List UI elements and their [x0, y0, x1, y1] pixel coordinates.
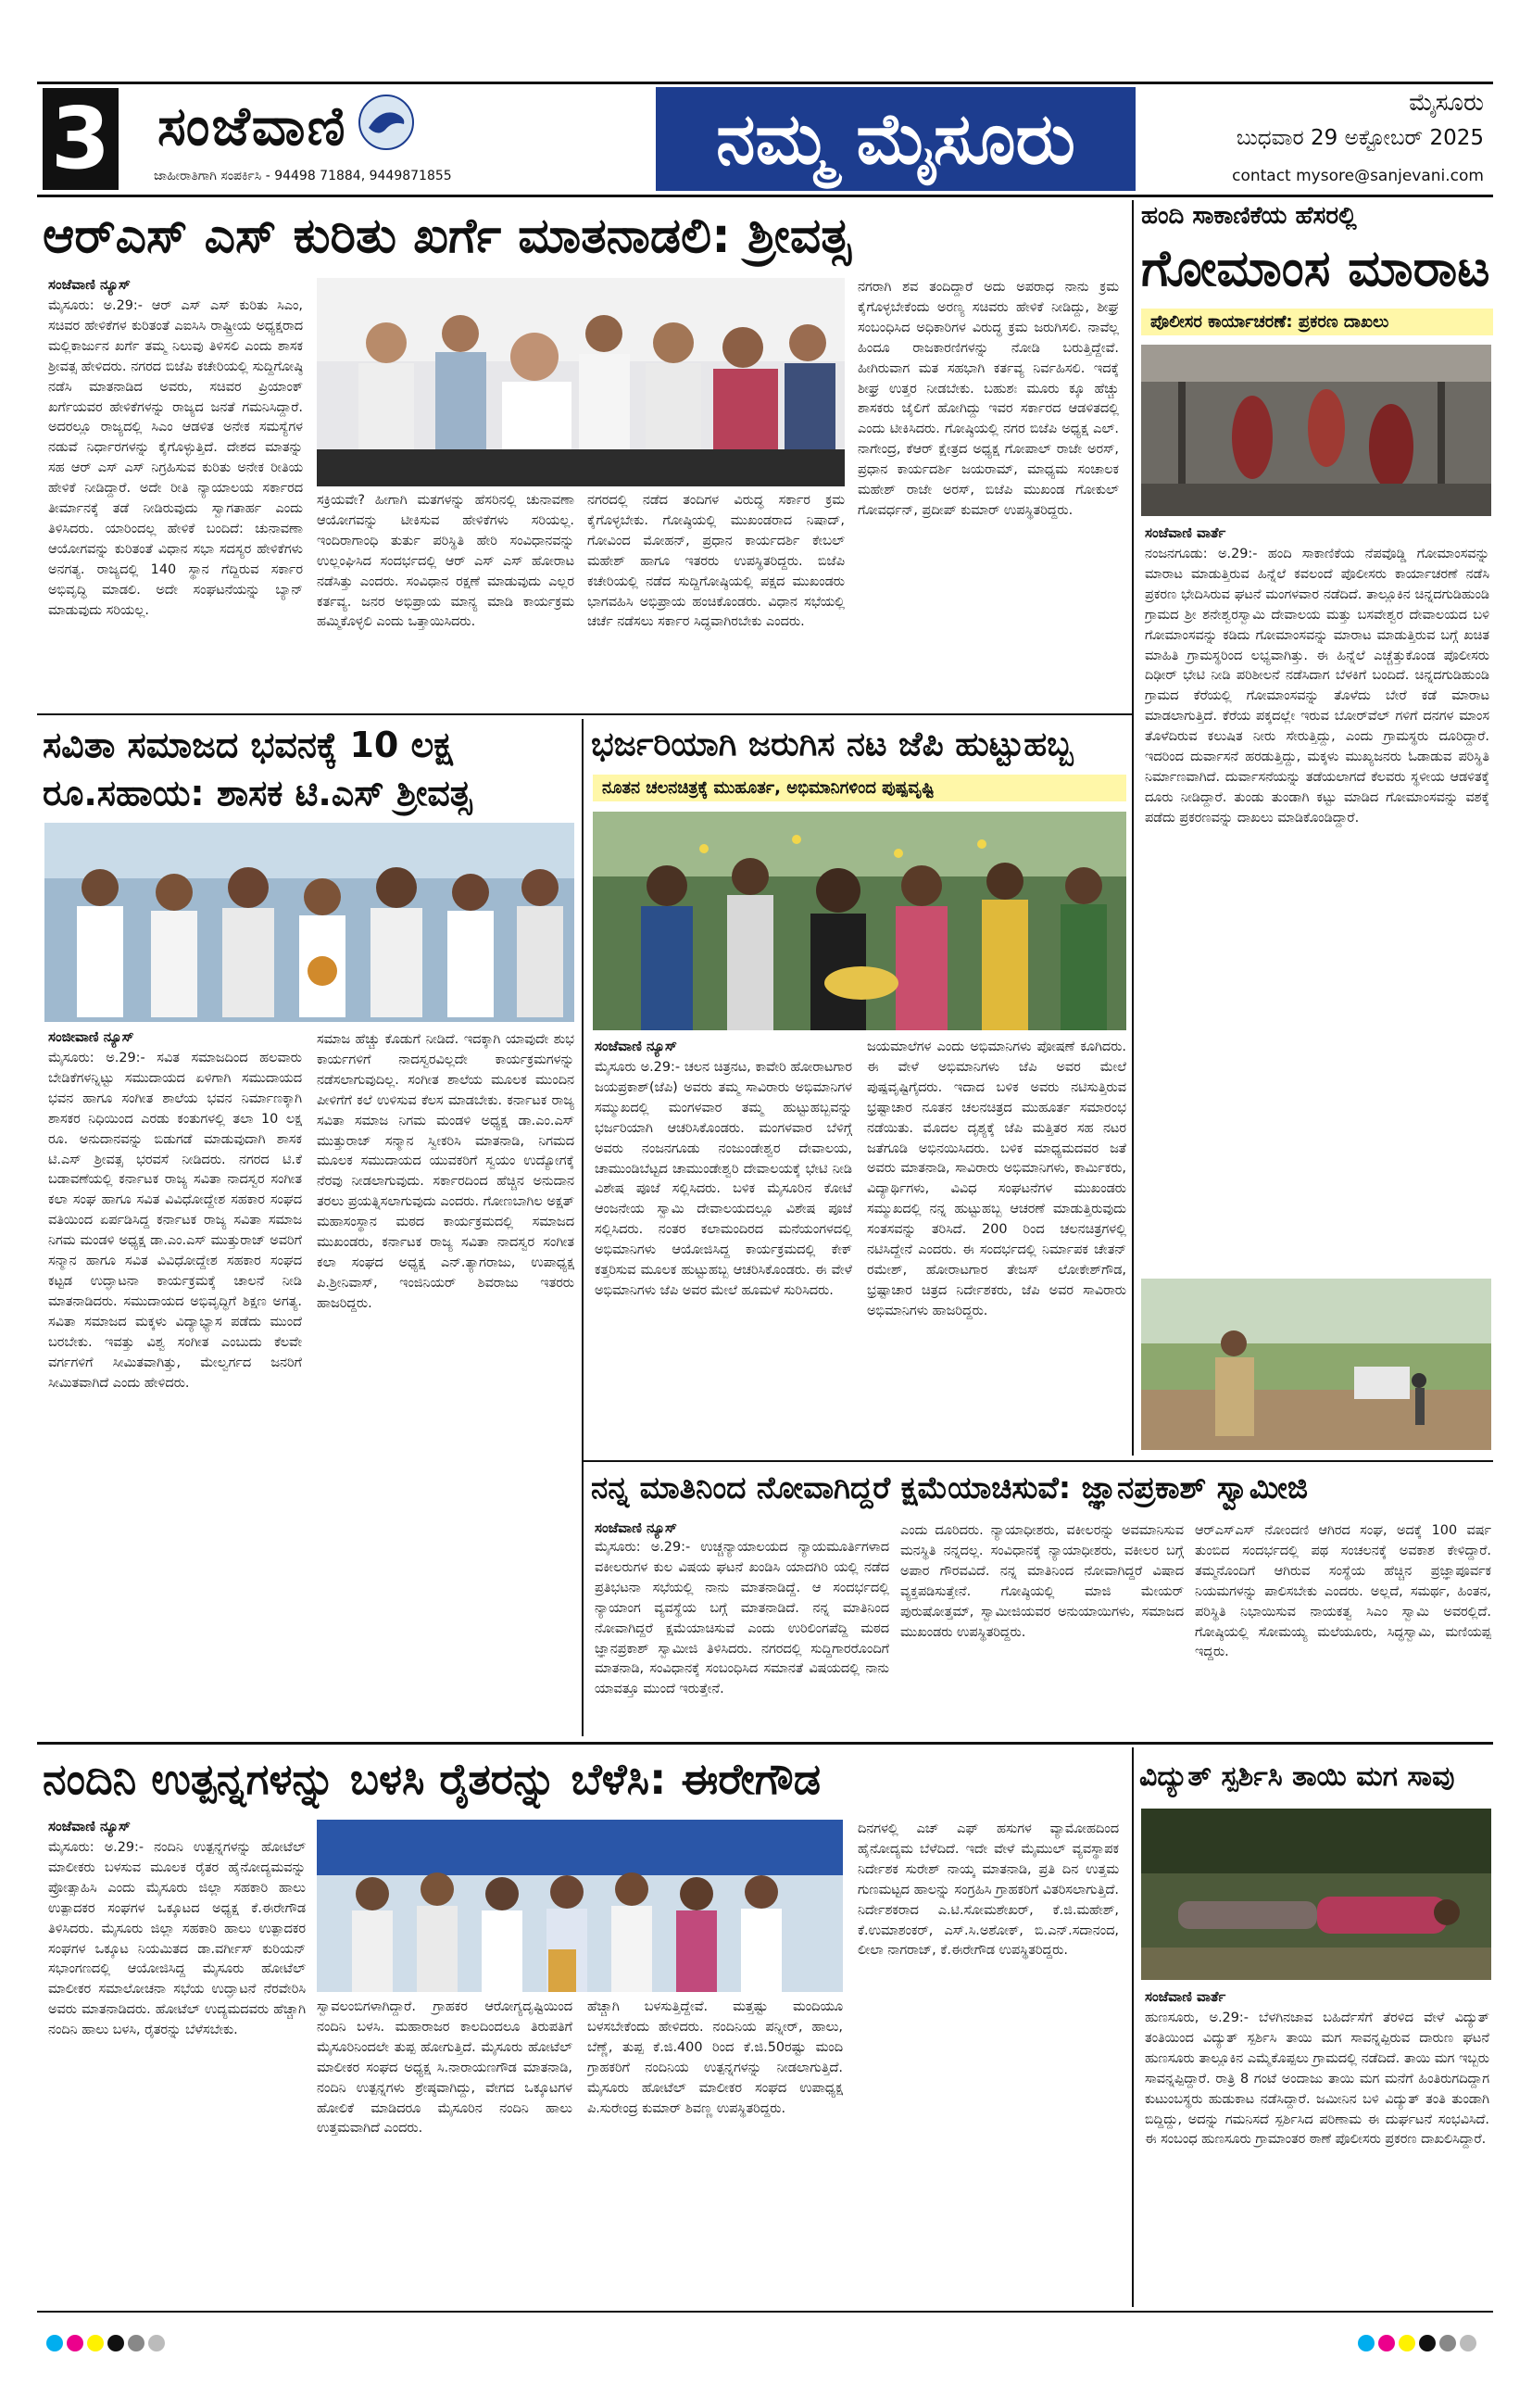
story5-col3: ಆರ್‌ಎಸ್‌ಎಸ್ ನೋಂದಣಿ ಆಗಿರದ ಸಂಘ, ಅದಕ್ಕೆ 100 ವರ್ಷ ತುಂಬಿದ ಸಂದರ್ಭದಲ್ಲಿ ಪಥ ಸಂಚಲನಕ್ಕೆ ಅವಕಾಶ ಕೇಳಿದ್ದಾರೆ. ತಮ್ಮನೊಂದಿಗೆ ಆಗಿರುವ ಸಂಸ್ಥೆಯ ಹೆಚ್ಚಿನ ಪ್ರಜ್ಞಾಪೂರ್ವಕ ನಿಯಮಗಳನ್ನು ಪಾಲಿಸಬೇಕು ಎಂದರು. ಅಲ್ಲದೆ, ಸಮರ್ಥ, ಹಿಂತನ, ಪರಿಸ್ಥಿತಿ ನಿಭಾಯಿಸುವ ನಾಯಕತ್ವ ಸಿಎಂ ಸ್ವಾಮಿ ಅವರಲ್ಲಿದೆ. ಗೋಷ್ಠಿಯಲ್ಲಿ ಸೋಮಯ್ಯ ಮಲೆಯೂರು, ಸಿದ್ಧಸ್ವಾಮಿ, ಮಣಿಯಪ್ಪ ಇದ್ದರು.: [1195, 1523, 1491, 1660]
story2-kicker: ಪೊಲೀಸರ ಕಾರ್ಯಾಚರಣೆ: ಪ್ರಕರಣ ದಾಖಲು: [1141, 309, 1493, 335]
story3-headline-line2: ರೂ.ಸಹಾಯ: ಶಾಸಕ ಟಿ.ಎಸ್ ಶ್ರೀವತ್ಸ: [43, 773, 472, 813]
story2-photo: [1141, 345, 1491, 516]
story4-col1: ಮೈಸೂರು ಅ.29:- ಚಲನ ಚಿತ್ರನಟ, ಕಾವೇರಿ ಹೋರಾಟಗಾರ ಜಯಪ್ರಕಾಶ್(ಜೆಪಿ) ಅವರು ತಮ್ಮ ಸಾವಿರಾರು ಅಭಿಮಾನಿಗಳ ಸಮ್ಮುಖದಲ್ಲಿ ಮಂಗಳವಾರ ತಮ್ಮ ಹುಟ್ಟುಹಬ್ಬವನ್ನು ಭರ್ಜರಿಯಾಗಿ ಆಚರಿಸಿಕೊಂಡರು. ಮಂಗಳವಾರ ಬೆಳಿಗ್ಗೆ ಅವರು ನಂಜನಗೂಡು ನಂಜುಂಡೇಶ್ವರ ದೇವಾಲಯ, ಚಾಮುಂಡಿಬೆಟ್ಟದ ಚಾಮುಂಡೇಶ್ವರಿ ದೇವಾಲಯಕ್ಕೆ ಭೇಟಿ ನೀಡಿ ವಿಶೇಷ ಪೂಜೆ ಸಲ್ಲಿಸಿದರು. ಬಳಿಕ ಮೈಸೂರಿನ ಕೋಟೆ ಆಂಜನೇಯ ಸ್ವಾಮಿ ದೇವಾಲಯದಲ್ಲೂ ವಿಶೇಷ ಪೂಜೆ ಸಲ್ಲಿಸಿದರು. ನಂತರ ಕಲಾಮಂದಿರದ ಮನೆಯಂಗಳದಲ್ಲಿ ಅಭಿಮಾನಿಗಳು ಆಯೋಜಿಸಿದ್ದ ಕಾರ್ಯಕ್ರಮದಲ್ಲಿ ಕೇಕ್ ಕತ್ತರಿಸುವ ಮೂಲಕ ಹುಟ್ಟುಹಬ್ಬ ಆಚರಿಸಿಕೊಂಡರು. ಈ ವೇಳೆ ಅಭಿಮಾನಿಗಳು ಜೆಪಿ ಅವರ ಮೇಲೆ ಹೂಮಳೆ ಸುರಿಸಿದರು.: [595, 1060, 852, 1298]
story7-photo: [1141, 1809, 1491, 1980]
story5-col2: ಎಂದು ದೂರಿದರು. ನ್ಯಾಯಾಧೀಶರು, ವಕೀಲರನ್ನು ಅವಮಾನಿಸುವ ಮನಸ್ಥಿತಿ ನನ್ನದಲ್ಲ. ಸಂವಿಧಾನಕ್ಕೆ ನ್ಯಾಯಾಧೀಶರು, ವಕೀಲರ ಬಗ್ಗೆ ಅಪಾರ ಗೌರವವಿದೆ. ನನ್ನ ಮಾತಿನಿಂದ ನೋವಾಗಿದ್ದರೆ ವಿಷಾದ ವ್ಯಕ್ತಪಡಿಸುತ್ತೇನೆ. ಗೋಷ್ಠಿಯಲ್ಲಿ ಮಾಜಿ ಮೇಯರ್ ಪುರುಷೋತ್ತಮ್, ಸ್ವಾಮೀಜಿಯವರ ಅನುಯಾಯಿಗಳು, ಸಮಾಜದ ಮುಖಂಡರು ಉಪಸ್ಥಿತರಿದ್ದರು.: [900, 1523, 1184, 1640]
story4-byline: ಸಂಜೆವಾಣಿ ನ್ಯೂಸ್: [595, 1038, 677, 1054]
story7-body: ಹುಣಸೂರು, ಅ.29:- ಬೆಳಗಿನಜಾವ ಬಹಿರ್ದೆಸೆಗೆ ತೆರಳಿದ ವೇಳೆ ವಿದ್ಯುತ್ ತಂತಿಯಿಂದ ವಿದ್ಯುತ್ ಸ್ಪರ್ಶಿಸಿ ತಾಯಿ ಮಗ ಸಾವನ್ನಪ್ಪಿರುವ ದಾರುಣ ಘಟನೆ ಹುಣಸೂರು ತಾಲ್ಲೂಕಿನ ಎಮ್ಮೆಕೊಪ್ಪಲು ಗ್ರಾಮದಲ್ಲಿ ನಡೆದಿದೆ. ತಾಯಿ ಮಗ ಇಬ್ಬರು ಸಾವನ್ನಪ್ಪಿದ್ದಾರೆ. ರಾತ್ರಿ 8 ಗಂಟೆ ಅಂದಾಜು ತಾಯಿ ಮಗ ಮನೆಗೆ ಹಿಂತಿರುಗದಿದ್ದಾಗ ಕುಟುಂಬಸ್ಥರು ಹುಡುಕಾಟ ನಡೆಸಿದ್ದಾರೆ. ಜಮೀನಿನ ಬಳಿ ವಿದ್ಯುತ್ ತಂತಿ ತುಂಡಾಗಿ ಬಿದ್ದಿದ್ದು, ಅದನ್ನು ಗಮನಿಸದೆ ಸ್ಪರ್ಶಿಸಿದ ಪರಿಣಾಮ ಈ ದುರ್ಘಟನೆ ಸಂಭವಿಸಿದೆ. ಈ ಸಂಬಂಧ ಹುಣಸೂರು ಗ್ರಾಮಾಂತರ ಠಾಣೆ ಪೊಲೀಸರು ಪ್ರಕರಣ ದಾಖಲಿಸಿದ್ದಾರೆ.: [1145, 2011, 1489, 2148]
story2-byline: ಸಂಜೆವಾಣಿ ವಾರ್ತೆ: [1145, 524, 1226, 541]
registration-cyan: [46, 2335, 63, 2351]
top-rule: [37, 82, 1493, 84]
story6-col1: ಮೈಸೂರು: ಅ.29:- ನಂದಿನಿ ಉತ್ಪನ್ನಗಳನ್ನು ಹೋಟೆಲ್ ಮಾಲೀಕರು ಬಳಸುವ ಮೂಲಕ ರೈತರ ಹೈನೋದ್ಯಮವನ್ನು ಪ್ರೋತ್ಸಾಹಿಸಿ ಎಂದು ಮೈಸೂರು ಜಿಲ್ಲಾ ಸಹಕಾರಿ ಹಾಲು ಉತ್ಪಾದಕರ ಸಂಘಗಳ ಒಕ್ಕೂಟದ ಅಧ್ಯಕ್ಷ ಕೆ.ಈರೇಗೌಡ ತಿಳಿಸಿದರು. ಮೈಸೂರು ಜಿಲ್ಲಾ ಸಹಕಾರಿ ಹಾಲು ಉತ್ಪಾದಕರ ಸಂಘಗಳ ಒಕ್ಕೂಟ ನಿಯಮಿತದ ಡಾ.ವರ್ಗೀಸ್ ಕುರಿಯನ್ ಸಭಾಂಗಣದಲ್ಲಿ ಆಯೋಜಿಸಿದ್ದ ಮೈಸೂರು ಹೋಟೆಲ್ ಮಾಲೀಕರ ಸಮಾಲೋಚನಾ ಸಭೆಯ ಉದ್ಘಾಟನೆ ನೆರವೇರಿಸಿ ಅವರು ಮಾತನಾಡಿದರು. ಹೋಟೆಲ್ ಉದ್ಯಮದವರು ಹೆಚ್ಚಾಗಿ ನಂದಿನಿ ಹಾಲು ಬಳಸಿ, ರೈತರನ್ನು ಬೆಳೆಸಬೇಕು.: [48, 1840, 306, 2038]
story3-byline: ಸಂಜೀವಾಣಿ ನ್ಯೂಸ್: [48, 1028, 134, 1045]
story5-byline: ಸಂಜೆವಾಣಿ ನ್ಯೂಸ್: [595, 1519, 677, 1536]
story6-col3: ಹೆಚ್ಚಾಗಿ ಬಳಸುತ್ತಿದ್ದೇವೆ. ಮತ್ತಷ್ಟು ಮಂದಿಯೂ ಬಳಸಬೇಕೆಂದು ಹೇಳಿದರು. ನಂದಿನಿಯ ಪನ್ನೀರ್, ಹಾಲು, ಬೆಣ್ಣೆ, ತುಪ್ಪ ಕೆ.ಜಿ.400 ರಿಂದ ಕೆ.ಜಿ.50ರಷ್ಟು ಮಂದಿ ಗ್ರಾಹಕರಿಗೆ ನಂದಿನಿಯ ಉತ್ಪನ್ನಗಳನ್ನು ನೀಡಲಾಗುತ್ತಿದೆ. ಮೈಸೂರು ಹೋಟೆಲ್ ಮಾಲೀಕರ ಸಂಘದ ಉಪಾಧ್ಯಕ್ಷ ಪಿ.ಸುರೇಂದ್ರ ಕುಮಾರ್ ಶಿವಣ್ಣ ಉಪಸ್ಥಿತರಿದ್ದರು.: [587, 1999, 843, 2116]
registration-gray: [128, 2335, 144, 2351]
story5-col1: ಮೈಸೂರು: ಅ.29:- ಉಚ್ಚನ್ಯಾಯಾಲಯದ ನ್ಯಾಯಮೂರ್ತಿಗಳಾದ ವಕೀಲರುಗಳ ಕುಲ ವಿಷಯ ಘಟನೆ ಖಂಡಿಸಿ ಯಾದಗಿರಿ ಯಲ್ಲಿ ನಡೆದ ಪ್ರತಿಭಟನಾ ಸಭೆಯಲ್ಲಿ ನಾನು ಮಾತನಾಡಿದ್ದೆ. ಆ ಸಂದರ್ಭದಲ್ಲಿ ನ್ಯಾಯಾಂಗ ವ್ಯವಸ್ಥೆಯ ಬಗ್ಗೆ ಮಾತನಾಡಿದೆ. ನನ್ನ ಮಾತಿನಿಂದ ನೋವಾಗಿದ್ದರೆ ಕ್ಷಮೆಯಾಚಿಸುವೆ ಎಂದು ಉರಿಲಿಂಗಪೆದ್ದಿ ಮಠದ ಜ್ಞಾನಪ್ರಕಾಶ್ ಸ್ವಾಮೀಜಿ ತಿಳಿಸಿದರು. ನಗರದಲ್ಲಿ ಸುದ್ದಿಗಾರರೊಂದಿಗೆ ಮಾತನಾಡಿ, ಸಂವಿಧಾನಕ್ಕೆ ಸಂಬಂಧಿಸಿದ ಸಮಾನತೆ ವಿಷಯದಲ್ಲಿ ನಾನು ಯಾವತ್ತೂ ಮುಂದೆ ಇರುತ್ತೇನೆ.: [595, 1540, 889, 1697]
row-rule-1: [37, 713, 1132, 715]
registration-lightgray: [148, 2335, 165, 2351]
story6-col2: ಸ್ವಾವಲಂಬಿಗಳಾಗಿದ್ದಾರೆ. ಗ್ರಾಹಕರ ಆರೋಗ್ಯದೃಷ್ಟಿಯಿಂದ ನಂದಿನಿ ಬಳಸಿ. ಮಹಾರಾಜರ ಕಾಲದಿಂದಲೂ ತಿರುಪತಿಗೆ ಮೈಸೂರಿನಿಂದಲೇ ತುಪ್ಪ ಹೋಗುತ್ತಿದೆ. ಮೈಸೂರು ಹೋಟೆಲ್ ಮಾಲೀಕರ ಸಂಘದ ಅಧ್ಯಕ್ಷ ಸಿ.ನಾರಾಯಣಗೌಡ ಮಾತನಾಡಿ, ನಂದಿನಿ ಉತ್ಪನ್ನಗಳು ಶ್ರೇಷ್ಠವಾಗಿದ್ದು, ವೇಗದ ಒಕ್ಕೂಟಗಳ ಹೋಲಿಕೆ ಮಾಡಿದರೂ ಮೈಸೂರಿನ ನಂದಿನಿ ಹಾಲು ಉತ್ತಮವಾಗಿದೆ ಎಂದರು.: [317, 1999, 572, 2137]
registration-yellow-right: [1399, 2335, 1415, 2351]
registration-cyan-right: [1358, 2335, 1375, 2351]
registration-lightgray-right: [1460, 2335, 1476, 2351]
edition-date: ಬುಧವಾರ 29 ಅಕ್ಟೋಬರ್ 2025: [1236, 126, 1484, 150]
story1-headline: ಆರ್‌ಎಸ್ ಎಸ್ ಕುರಿತು ಖರ್ಗೆ ಮಾತನಾಡಲಿ: ಶ್ರೀವತ್ಸ: [43, 208, 851, 264]
story5-headline: ನನ್ನ ಮಾತಿನಿಂದ ನೋವಾಗಿದ್ದರೆ ಕ್ಷಮೆಯಾಚಿಸುವೆ: ಜ್ಞಾನಪ್ರಕಾಶ್ ಸ್ವಾಮೀಜಿ: [591, 1469, 1309, 1506]
story3-col2: ಸಮಾಜ ಹೆಚ್ಚು ಕೊಡುಗೆ ನೀಡಿದೆ. ಇದಕ್ಕಾಗಿ ಯಾವುದೇ ಶುಭ ಕಾರ್ಯಗಳಿಗೆ ನಾದಸ್ವರವಿಲ್ಲದೇ ಕಾರ್ಯಕ್ರಮಗಳನ್ನು ನಡೆಸಲಾಗುವುದಿಲ್ಲ. ಸಂಗೀತ ಶಾಲೆಯ ಮೂಲಕ ಮುಂದಿನ ಪೀಳಿಗೆಗೆ ಕಲೆ ಉಳಿಸುವ ಕೆಲಸ ಮಾಡಬೇಕು. ಕರ್ನಾಟಕ ರಾಜ್ಯ ಸವಿತಾ ಸಮಾಜ ನಿಗಮ ಮಂಡಳಿ ಅಧ್ಯಕ್ಷ ಡಾ.ಎಂ.ಎಸ್ ಮುತ್ತುರಾಜ್ ಸನ್ಮಾನ ಸ್ವೀಕರಿಸಿ ಮಾತನಾಡಿ, ನಿಗಮದ ಮೂಲಕ ಸಮುದಾಯದ ಯುವಕರಿಗೆ ಸ್ವಯಂ ಉದ್ಯೋಗಕ್ಕೆ ನೆರವು ನೀಡಲಾಗುವುದು. ಸರ್ಕಾರದಿಂದ ಹೆಚ್ಚಿನ ಅನುದಾನ ತರಲು ಪ್ರಯತ್ನಿಸಲಾಗುವುದು ಎಂದರು. ಗೋಣಬಾಗಿಲ ಅಕ್ಷತ್ ಮಹಾಸಂಸ್ಥಾನ ಮಠದ ಕಾರ್ಯಕ್ರಮದಲ್ಲಿ ಸಮಾಜದ ಮುಖಂಡರು, ಕರ್ನಾಟಕ ರಾಜ್ಯ ಸವಿತಾ ನಾದಸ್ವರ ಸಂಗೀತ ಕಲಾ ಸಂಘದ ಅಧ್ಯಕ್ಷ ಎನ್.ತ್ಯಾಗರಾಜು, ಉಪಾಧ್ಯಕ್ಷ ಪಿ.ಶ್ರೀನಿವಾಸ್, ಇಂಜಿನಿಯರ್ ಶಿವರಾಜು ಇತರರು ಹಾಜರಿದ್ದರು.: [317, 1032, 574, 1311]
registration-black: [107, 2335, 124, 2351]
masthead-rule: [37, 195, 1493, 197]
story2-small-head: ಹಂದಿ ಸಾಕಾಣಿಕೆಯ ಹೆಸರಲ್ಲಿ: [1141, 202, 1357, 230]
story7-byline: ಸಂಜೆವಾಣಿ ವಾರ್ತೆ: [1145, 1988, 1226, 2005]
registration-gray-right: [1439, 2335, 1456, 2351]
page-number: 3: [43, 88, 119, 190]
story6-byline: ಸಂಜೆವಾಣಿ ನ್ಯೂಸ್: [48, 1818, 131, 1834]
section-banner: ನಮ್ಮ ಮೈಸೂರು: [656, 87, 1136, 191]
story4-photo: [593, 812, 1126, 1030]
story3-headline-line1: ಸವಿತಾ ಸಮಾಜದ ಭವನಕ್ಕೆ 10 ಲಕ್ಷ: [43, 725, 453, 765]
registration-black-right: [1419, 2335, 1436, 2351]
dove-logo-icon: [352, 93, 421, 152]
story6-headline: ನಂದಿನಿ ಉತ್ಪನ್ನಗಳನ್ನು ಬಳಸಿ ರೈತರನ್ನು ಬೆಳೆಸಿ: ಈರೇಗೌಡ: [43, 1754, 822, 1804]
bottom-rule: [37, 2311, 1493, 2313]
story4-col2: ಜಯಮಾಲೆಗಳ ಎಂದು ಅಭಿಮಾನಿಗಳು ಪೋಷಣೆ ಕೂಗಿದರು. ಈ ವೇಳೆ ಅಭಿಮಾನಿಗಳು ಜೆಪಿ ಅವರ ಮೇಲೆ ಪುಷ್ಪವೃಷ್ಟಿಗೈದರು. ಇದಾದ ಬಳಿಕ ಅವರು ನಟಿಸುತ್ತಿರುವ ಭ್ರಷ್ಟಾಚಾರ ನೂತನ ಚಲನಚಿತ್ರದ ಮುಹೂರ್ತ ಸಮಾರಂಭ ನಡೆಯಿತು. ಮೊದಲ ದೃಶ್ಯಕ್ಕೆ ಜೆಪಿ ಮತ್ತಿತರ ಸಹ ನಟರ ಜತೆಗೂಡಿ ಅಭಿನಯಿಸಿದರು. ಬಳಿಕ ಮಾಧ್ಯಮದವರ ಜತೆ ಅವರು ಮಾತನಾಡಿ, ಸಾವಿರಾರು ಅಭಿಮಾನಿಗಳು, ಕಾರ್ಮಿಕರು, ವಿದ್ಯಾರ್ಥಿಗಳು, ವಿವಿಧ ಸಂಘಟನೆಗಳ ಮುಖಂಡರು ಸಮ್ಮುಖದಲ್ಲಿ ನನ್ನ ಹುಟ್ಟುಹಬ್ಬ ಆಚರಣೆ ಮಾಡುತ್ತಿರುವುದು ಸಂತಸವನ್ನು ತರಿಸಿದೆ. 200 ರಿಂದ ಚಲನಚಿತ್ರಗಳಲ್ಲಿ ನಟಿಸಿದ್ದೇನೆ ಎಂದರು. ಈ ಸಂದರ್ಭದಲ್ಲಿ ನಿರ್ಮಾಪಕ ಚೇತನ್ ರಮೇಶ್, ಹೋರಾಟಗಾರ ತೇಜಸ್ ಲೋಕೇಶ್‌ಗೌಡ, ಭ್ರಷ್ಟಾಚಾರ ಚಿತ್ರದ ನಿರ್ದೇಶಕರು, ಜೆಪಿ ಅವರ ಸಾವಿರಾರು ಅಭಿಮಾನಿಗಳು ಹಾಜರಿದ್ದರು.: [867, 1040, 1126, 1318]
story6-photo: [317, 1820, 843, 1992]
right-column-divider: [1132, 200, 1134, 1456]
story6-col4: ದಿನಗಳಲ್ಲಿ ಎಚ್ ಎಫ್ ಹಸುಗಳ ವ್ಯಾಮೋಹದಿಂದ ಹೈನೋದ್ಯಮ ಬೆಳೆದಿದೆ. ಇದೇ ವೇಳೆ ಮೈಮುಲ್ ವ್ಯವಸ್ಥಾಪಕ ನಿರ್ದೇಶಕ ಸುರೇಶ್ ನಾಯ್ಕ ಮಾತನಾಡಿ, ಪ್ರತಿ ದಿನ ಉತ್ತಮ ಗುಣಮಟ್ಟದ ಹಾಲನ್ನು ಸಂಗ್ರಹಿಸಿ ಗ್ರಾಹಕರಿಗೆ ವಿತರಿಸಲಾಗುತ್ತಿದೆ. ನಿರ್ದೇಶಕರಾದ ಎ.ಟಿ.ಸೋಮಶೇಖರ್, ಕೆ.ಜಿ.ಮಹೇಶ್, ಕೆ.ಉಮಾಶಂಕರ್, ಎಸ್.ಸಿ.ಅಶೋಕ್, ಬಿ.ಎನ್.ಸದಾನಂದ, ಲೀಲಾ ನಾಗರಾಜ್, ಕೆ.ಈರೇಗೌಡ ಉಪಸ್ಥಿತರಿದ್ದರು.: [858, 1822, 1119, 1959]
story1-col4: ನಗರಾಗಿ ಶವ ತಂದಿದ್ದಾರೆ ಅದು ಅಪರಾಧ ನಾನು ಕ್ರಮ ಕೈಗೊಳ್ಳಬೇಕೆಂದು ಅರಣ್ಯ ಸಚಿವರು ಹೇಳಿಕೆ ನೀಡಿದ್ದು, ಶೀಘ್ರ ಸಂಬಂಧಿಸಿದ ಅಧಿಕಾರಿಗಳ ವಿರುದ್ಧ ಕ್ರಮ ಜರುಗಿಸಲಿ. ನಾವೆಲ್ಲ ಹಿಂದೂ ರಾಜಕಾರಣಿಗಳನ್ನು ನೋಡಿ ಬರುತ್ತಿದ್ದೇವೆ. ಹೀಗಿರುವಾಗ ಮತ ಸಹಭಾಗಿ ಕರ್ತವ್ಯ ನಿರ್ವಹಿಸಲಿ. ಇದಕ್ಕೆ ಶೀಘ್ರ ಉತ್ತರ ನೀಡಬೇಕು. ಬಹುಶಃ ಮೂರು ಕ್ಕೂ ಹೆಚ್ಚು ಶಾಸಕರು ಜೈಲಿಗೆ ಹೋಗಿದ್ದು ಇವರ ಸರ್ಕಾರದ ಆಡಳಿತದಲ್ಲಿ ಎಂದು ಟೀಕಿಸಿದರು. ಗೋಷ್ಠಿಯಲ್ಲಿ ನಗರ ಬಿಜೆಪಿ ಅಧ್ಯಕ್ಷ ಎಲ್. ನಾಗೇಂದ್ರ, ಕೆಆರ್ ಕ್ಷೇತ್ರದ ಅಧ್ಯಕ್ಷ ಗೋಪಾಲ್ ರಾಜೇ ಅರಸ್, ಪ್ರಧಾನ ಕಾರ್ಯದರ್ಶಿ ಜಯರಾಮ್, ಮಾಧ್ಯಮ ಸಂಚಾಲಕ ಮಹೇಶ್ ರಾಜೇ ಅರಸ್, ಬಿಜೆಪಿ ಮುಖಂಡ ಗೋಕುಲ್ ಗೋವರ್ಧನ್, ಪ್ರದೀಪ್ ಕುಮಾರ್ ಉಪಸ್ಥಿತರಿದ್ದರು.: [858, 280, 1119, 518]
mid-column-divider: [582, 719, 584, 1736]
story4-kicker: ನೂತನ ಚಲನಚಿತ್ರಕ್ಕೆ ಮುಹೂರ್ತ, ಅಭಿಮಾನಿಗಳಿಂದ ಪುಷ್ಪವೃಷ್ಟಿ: [593, 775, 1126, 801]
story1-col1: ಮೈಸೂರು: ಅ.29:- ಆರ್ ಎಸ್ ಎಸ್ ಕುರಿತು ಸಿಎಂ, ಸಚಿವರ ಹೇಳಿಕೆಗಳ ಕುರಿತಂತೆ ಎಐಸಿಸಿ ರಾಷ್ಟ್ರೀಯ ಅಧ್ಯಕ್ಷರಾದ ಮಲ್ಲಿಕಾರ್ಜುನ ಖರ್ಗೆ ತಮ್ಮ ನಿಲುವು ತಿಳಿಸಲಿ ಎಂದು ಶಾಸಕ ಶ್ರೀವತ್ಸ ಹೇಳಿದರು. ನಗರದ ಬಿಜೆಪಿ ಕಚೇರಿಯಲ್ಲಿ ಸುದ್ದಿಗೋಷ್ಠಿ ನಡೆಸಿ ಮಾತನಾಡಿದ ಅವರು, ಸಚಿವರ ಪ್ರಿಯಾಂಕ್ ಖರ್ಗೆಯವರ ಹೇಳಿಕೆಗಳನ್ನು ರಾಜ್ಯದ ಜನತೆ ಗಮನಿಸಿದ್ದಾರೆ. ಅದರಲ್ಲೂ ರಾಜ್ಯದಲ್ಲಿ ಸಿಎಂ ಆಡಳಿತ ಅನೇಕ ಸಮಸ್ಯೆಗಳ ನಡುವೆ ನಿರ್ಧಾರಗಳನ್ನು ಕೈಗೊಳ್ಳುತ್ತಿದೆ. ದೇಶದ ಮಾತನ್ನು ಸಹ ಆರ್ ಎಸ್ ಎಸ್ ನಿಗ್ರಹಿಸುವ ಕುರಿತು ಅನೇಕ ರೀತಿಯ ಹೇಳಿಕೆ ನೀಡಿದ್ದಾರೆ. ಅದೇ ರೀತಿ ನ್ಯಾಯಾಲಯ ಸರ್ಕಾರದ ತೀರ್ಮಾನಕ್ಕೆ ತಡೆ ನೀಡಿರುವುದು ಸ್ವಾಗತಾರ್ಹ ಎಂದು ತಿಳಿಸಿದರು. ಯಾರಿಂದಲ್ಲ ಹೇಳಿಕೆ ಬಂದಿದೆ: ಚುನಾವಣಾ ಆಯೋಗವನ್ನು ಕುರಿತಂತೆ ವಿಧಾನ ಸಭಾ ಸದಸ್ಯರ ಹೇಳಿಕೆಗಳು ಅನಗತ್ಯ. ರಾಜ್ಯದಲ್ಲಿ 140 ಸ್ಥಾನ ಗೆದ್ದಿರುವ ಸರ್ಕಾರ ಅಭಿವೃದ್ಧಿ ಮಾಡಲಿ. ಅದೇ ಸಂಘಟನೆಯನ್ನು ಬ್ಯಾನ್ ಮಾಡುವುದು ಸರಿಯಲ್ಲ.: [48, 298, 303, 618]
story3-photo: [44, 823, 574, 1022]
newspaper-brand: ಸಂಜೆವಾಣಿ: [157, 95, 347, 158]
story2-body: ನಂಜನಗೂಡು: ಅ.29:- ಹಂದಿ ಸಾಕಾಣಿಕೆಯ ನೆಪವೊಡ್ಡಿ ಗೋಮಾಂಸವನ್ನು ಮಾರಾಟ ಮಾಡುತ್ತಿರುವ ಹಿನ್ನೆಲೆ ಕವಲಂದೆ ಪೊಲೀಸರು ಕಾರ್ಯಾಚರಣೆ ನಡೆಸಿ ಪ್ರಕರಣ ಭೇದಿಸಿರುವ ಘಟನೆ ಮಂಗಳವಾರ ನಡೆದಿದೆ. ತಾಲ್ಲೂಕಿನ ಚಿನ್ನದಗುಡಿಹುಂಡಿ ಗ್ರಾಮದ ಶ್ರೀ ಶನೇಶ್ವರಸ್ವಾಮಿ ದೇವಾಲಯ ಮತ್ತು ಬಸವೇಶ್ವರ ದೇವಾಲಯದ ಬಳಿ ಗೋಮಾಂಸವನ್ನು ಕಡಿದು ಗೋಮಾಂಸವನ್ನು ಮಾರಾಟ ಮಾಡುತ್ತಿರುವ ಬಗ್ಗೆ ಖಚಿತ ಮಾಹಿತಿ ಗ್ರಾಮಸ್ಥರಿಂದ ಲಭ್ಯವಾಗಿತ್ತು. ಈ ಹಿನ್ನೆಲೆ ಎಚ್ಚೆತ್ತುಕೊಂಡ ಪೊಲೀಸರು ದಿಢೀರ್ ಭೇಟಿ ನೀಡಿ ಪರಿಶೀಲನೆ ನಡೆಸಿದಾಗ ಬೆಳಕಿಗೆ ಬಂದಿದೆ. ಚಿನ್ನದಗುಡಿಹುಂಡಿ ಗ್ರಾಮದ ಕೆರೆಯಲ್ಲಿ ಗೋಮಾಂಸವನ್ನು ತೊಳೆದು ಬೇರೆ ಕಡೆ ಮಾರಾಟ ಮಾಡಲಾಗುತ್ತಿದೆ. ಕೆರೆಯ ಪಕ್ಕದಲ್ಲೇ ಇರುವ ಬೋರ್‌ವೆಲ್ ಗಳಿಗೆ ದನಗಳ ಮಾಂಸ ತೊಳೆದಿರುವ ಕಲುಷಿತ ನೀರು ಸೇರುತ್ತಿದ್ದು, ಎಂದು ಗ್ರಾಮಸ್ಥರು ದೂರಿದ್ದಾರೆ. ಇದರಿಂದ ದುರ್ವಾಸನೆ ಹರಡುತ್ತಿದ್ದು, ಮಕ್ಕಳು ಮುಖ್ಯಜನರು ಓಡಾಡುವ ಪರಿಸ್ಥಿತಿ ನಿರ್ಮಾಣವಾಗಿದೆ. ದುರ್ವಾಸನೆಯನ್ನು ತಡೆಯಲಾಗದೆ ಕೆಲವರು ಸ್ಥಳೀಯ ಆಡಳಿತಕ್ಕೆ ದೂರು ನೀಡಿದ್ದಾರೆ. ತುಂಡು ತುಂಡಾಗಿ ಕಟ್ಟು ಮಾಡಿದ ಗೋಮಾಂಸವನ್ನು ವಶಕ್ಕೆ ಪಡೆದು ಪ್ರಕರಣವನ್ನು ದಾಖಲು ಮಾಡಿಕೊಂಡಿದ್ದಾರೆ.: [1145, 547, 1489, 826]
story1-col3: ನಗರದಲ್ಲಿ ನಡೆದ ತಂದಿಗಳ ವಿರುದ್ಧ ಸರ್ಕಾರ ಕ್ರಮ ಕೈಗೊಳ್ಳಬೇಕು. ಗೋಷ್ಠಿಯಲ್ಲಿ ಮುಖಂಡರಾದ ನಿಷಾದ್, ಗೋವಿಂದ ಮೋಹನ್, ಪ್ರಧಾನ ಕಾರ್ಯದರ್ಶಿ ಕೇಬಲ್ ಮಹೇಶ್ ಹಾಗೂ ಇತರರು ಉಪಸ್ಥಿತರಿದ್ದರು. ಬಿಜೆಪಿ ಕಚೇರಿಯಲ್ಲಿ ನಡೆದ ಸುದ್ದಿಗೋಷ್ಠಿಯಲ್ಲಿ ಪಕ್ಷದ ಮುಖಂಡರು ಭಾಗವಹಿಸಿ ಅಭಿಪ್ರಾಯ ಹಂಚಿಕೊಂಡರು. ವಿಧಾನ ಸಭೆಯಲ್ಲಿ ಚರ್ಚೆ ನಡೆಸಲು ಸರ್ಕಾರ ಸಿದ್ಧವಾಗಿರಬೇಕು ಎಂದರು.: [587, 493, 845, 630]
edition-city: ಮೈಸೂರು: [1409, 89, 1484, 117]
registration-yellow: [87, 2335, 104, 2351]
registration-magenta-right: [1378, 2335, 1395, 2351]
contact-email[interactable]: contact mysore@sanjevani.com: [1232, 167, 1484, 185]
story1-col2: ಸಕ್ರಿಯವೇ? ಹೀಗಾಗಿ ಮತಗಳನ್ನು ಹೆಸರಿನಲ್ಲಿ ಚುನಾವಣಾ ಆಯೋಗವನ್ನು ಟೀಕಿಸುವ ಹೇಳಿಕೆಗಳು ಸರಿಯಲ್ಲ. ಇಂದಿರಾಗಾಂಧಿ ತುರ್ತು ಪರಿಸ್ಥಿತಿ ಹೇರಿ ಸಂವಿಧಾನವನ್ನು ಉಲ್ಲಂಘಿಸಿದ ಸಂದರ್ಭದಲ್ಲಿ ಆರ್ ಎಸ್ ಎಸ್ ಹೋರಾಟ ನಡೆಸಿತ್ತು ಎಂದರು. ಸಂವಿಧಾನ ರಕ್ಷಣೆ ಮಾಡುವುದು ಎಲ್ಲರ ಕರ್ತವ್ಯ. ಜನರ ಅಭಿಪ್ರಾಯ ಮಾನ್ಯ ಮಾಡಿ ಕಾರ್ಯಕ್ರಮ ಹಮ್ಮಿಕೊಳ್ಳಲಿ ಎಂದು ಒತ್ತಾಯಿಸಿದರು.: [317, 493, 574, 630]
row-rule-3: [37, 1742, 1493, 1745]
row-rule-2: [584, 1460, 1493, 1462]
story2-photo-police: [1141, 1279, 1491, 1450]
story4-headline: ಭರ್ಜರಿಯಾಗಿ ಜರುಗಿಸ ನಟ ಜೆಪಿ ಹುಟ್ಟುಹಬ್ಬ: [591, 725, 1074, 763]
story2-headline: ಗೋಮಾಂಸ ಮಾರಾಟ: [1141, 239, 1490, 297]
story1-photo: [317, 278, 845, 486]
ad-contact-line: ಜಾಹೀರಾತಿಗಾಗಿ ಸಂಪರ್ಕಿಸಿ - 94498 71884, 9449871855: [154, 169, 452, 183]
story7-headline: ವಿದ್ಯುತ್ ಸ್ಪರ್ಶಿಸಿ ತಾಯಿ ಮಗ ಸಾವು: [1139, 1760, 1455, 1793]
bottom-right-divider: [1132, 1747, 1134, 2307]
registration-magenta: [67, 2335, 83, 2351]
story1-byline: ಸಂಜೆವಾಣಿ ನ್ಯೂಸ್: [48, 276, 131, 293]
story3-col1: ಮೈಸೂರು: ಅ.29:- ಸವಿತ ಸಮಾಜದಿಂದ ಹಲವಾರು ಬೇಡಿಕೆಗಳನ್ನಿಟ್ಟು ಸಮುದಾಯದ ಏಳಿಗಾಗಿ ಸಮುದಾಯದ ಭವನ ಹಾಗೂ ಸಂಗೀತ ಶಾಲೆಯ ಭವನ ನಿರ್ಮಾಣಕ್ಕಾಗಿ ಶಾಸಕರ ನಿಧಿಯಿಂದ ಎರಡು ಕಂತುಗಳಲ್ಲಿ ತಲಾ 10 ಲಕ್ಷ ರೂ. ಅನುದಾನವನ್ನು ಬಿಡುಗಡೆ ಮಾಡುವುದಾಗಿ ಶಾಸಕ ಟಿ.ಎಸ್ ಶ್ರೀವತ್ಸ ಭರವಸೆ ನೀಡಿದರು. ನಗರದ ಟಿ.ಕೆ ಬಡಾವಣೆಯಲ್ಲಿ ಕರ್ನಾಟಕ ರಾಜ್ಯ ಸವಿತಾ ನಾದಸ್ವರ ಸಂಗೀತ ಕಲಾ ಸಂಘ ಹಾಗೂ ಸವಿತ ವಿವಿಧೋದ್ದೇಶ ಸಹಕಾರ ಸಂಘದ ವತಿಯಿಂದ ಏರ್ಪಡಿಸಿದ್ದ ಕರ್ನಾಟಕ ರಾಜ್ಯ ಸವಿತಾ ಸಮಾಜ ನಿಗಮ ಮಂಡಳಿ ಅಧ್ಯಕ್ಷ ಡಾ.ಎಂ.ಎಸ್ ಮುತ್ತುರಾಜ್ ಅವರಿಗೆ ಸನ್ಮಾನ ಹಾಗೂ ಸವಿತ ವಿವಿಧೋದ್ದೇಶ ಸಹಕಾರ ಸಂಘದ ಕಟ್ಟಡ ಉದ್ಘಾಟನಾ ಕಾರ್ಯಕ್ರಮಕ್ಕೆ ಚಾಲನೆ ನೀಡಿ ಮಾತನಾಡಿದರು. ಸಮುದಾಯದ ಅಭಿವೃದ್ಧಿಗೆ ಶಿಕ್ಷಣ ಅಗತ್ಯ. ಸವಿತಾ ಸಮಾಜದ ಮಕ್ಕಳು ವಿದ್ಯಾಭ್ಯಾಸ ಪಡೆದು ಮುಂದೆ ಬರಬೇಕು. ಇವತ್ತು ವಿಶ್ವ ಸಂಗೀತ ಎಂಬುದು ಕೆಲವೇ ವರ್ಗಗಳಿಗೆ ಸೀಮಿತವಾಗಿತ್ತು, ಮೇಲ್ವರ್ಗದ ಜನರಿಗೆ ಸೀಮಿತವಾಗಿದೆ ಎಂದು ಹೇಳಿದರು.: [48, 1051, 302, 1391]
